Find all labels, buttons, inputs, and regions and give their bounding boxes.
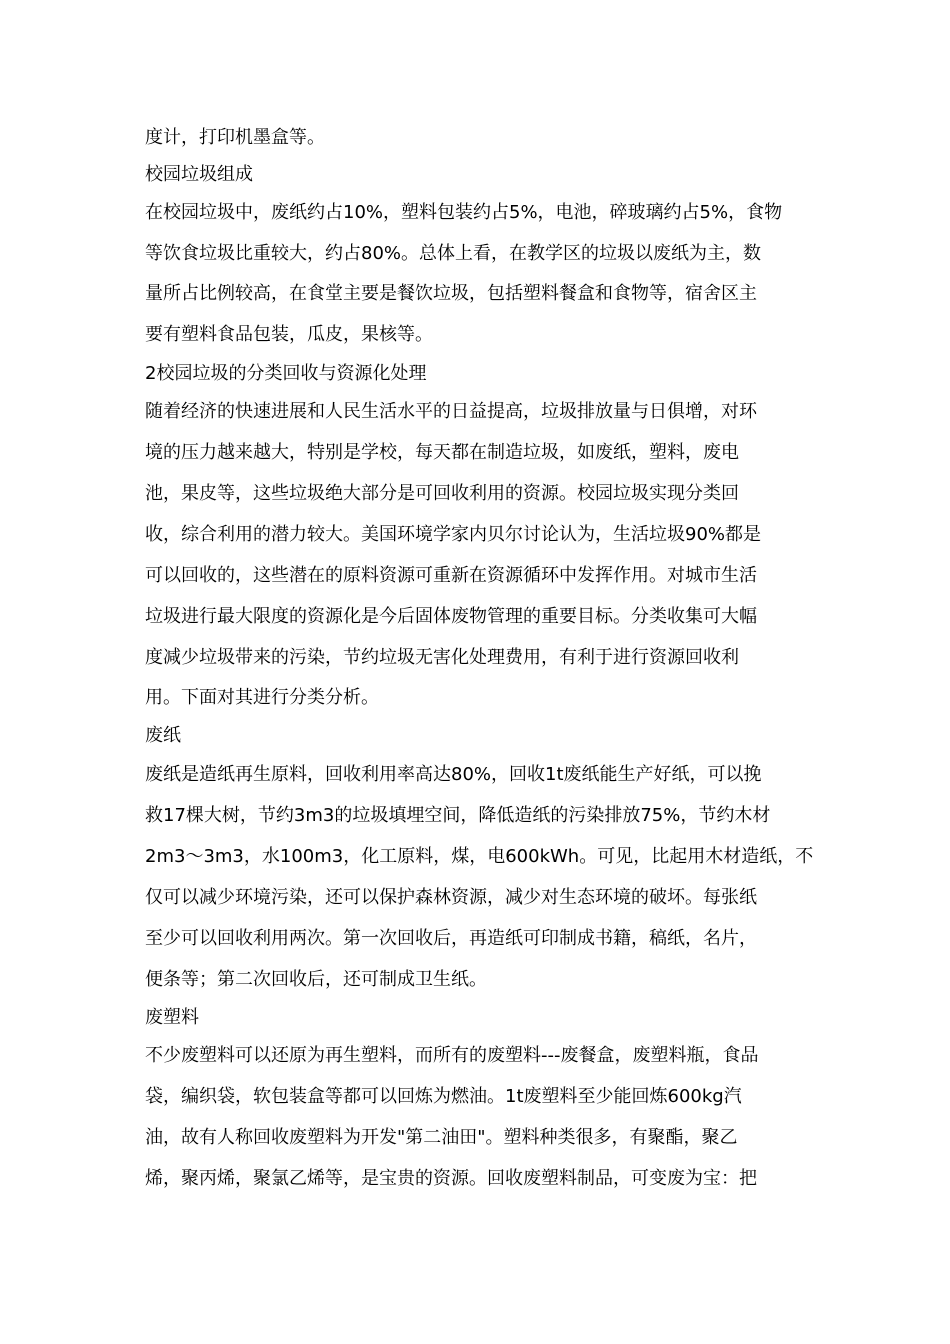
text-line: 境的压力越来越大，特别是学校，每天都在制造垃圾，如废纸，塑料，废电: [145, 442, 739, 463]
text-line: 不少废塑料可以还原为再生塑料，而所有的废塑料---废餐盒，废塑料瓶，食品: [145, 1045, 759, 1066]
section-heading-waste-plastic: 废塑料: [145, 1007, 199, 1028]
text-line: 救17棵大树，节约3m3的垃圾填埋空间，降低造纸的污染排放75%，节约木材: [145, 805, 771, 826]
section-heading-sorting-recycling: 2校园垃圾的分类回收与资源化处理: [145, 363, 427, 384]
text-line: 垃圾进行最大限度的资源化是今后固体废物管理的重要目标。分类收集可大幅: [145, 606, 757, 627]
text-line: 度减少垃圾带来的污染，节约垃圾无害化处理费用，有利于进行资源回收利: [145, 647, 739, 668]
text-line: 便条等；第二次回收后，还可制成卫生纸。: [145, 969, 487, 990]
text-line: 2m3～3m3，水100m3，化工原料，煤，电600kWh。可见，比起用木材造纸，不: [145, 846, 814, 867]
text-line: 随着经济的快速进展和人民生活水平的日益提高，垃圾排放量与日俱增，对环: [145, 401, 757, 422]
text-line: 袋，编织袋，软包装盒等都可以回炼为燃油。1t废塑料至少能回炼600kg汽: [145, 1086, 742, 1107]
text-line: 度计，打印机墨盒等。: [145, 127, 325, 148]
text-line: 收，综合利用的潜力较大。美国环境学家内贝尔讨论认为，生活垃圾90%都是: [145, 524, 762, 545]
text-line: 量所占比例较高，在食堂主要是餐饮垃圾，包括塑料餐盒和食物等，宿舍区主: [145, 283, 757, 304]
text-line: 仅可以减少环境污染，还可以保护森林资源，减少对生态环境的破坏。每张纸: [145, 887, 757, 908]
text-line: 至少可以回收利用两次。第一次回收后，再造纸可印制成书籍，稿纸，名片，: [145, 928, 757, 949]
text-line: 在校园垃圾中，废纸约占10%，塑料包装约占5%，电池，碎玻璃约占5%，食物: [145, 202, 783, 223]
text-line: 用。下面对其进行分类分析。: [145, 687, 379, 708]
text-line: 池，果皮等，这些垃圾绝大部分是可回收利用的资源。校园垃圾实现分类回: [145, 483, 739, 504]
section-heading-waste-paper: 废纸: [145, 725, 181, 746]
text-line: 废纸是造纸再生原料，回收利用率高达80%，回收1t废纸能生产好纸，可以挽: [145, 764, 762, 785]
text-line: 烯，聚丙烯，聚氯乙烯等，是宝贵的资源。回收废塑料制品，可变废为宝：把: [145, 1168, 757, 1189]
text-line: 要有塑料食品包装，瓜皮，果核等。: [145, 324, 433, 345]
section-heading-campus-waste-composition: 校园垃圾组成: [145, 164, 253, 185]
text-line: 等饮食垃圾比重较大，约占80%。总体上看，在教学区的垃圾以废纸为主，数: [145, 243, 762, 264]
text-line: 可以回收的，这些潜在的原料资源可重新在资源循环中发挥作用。对城市生活: [145, 565, 757, 586]
text-line: 油，故有人称回收废塑料为开发"第二油田"。塑料种类很多，有聚酯，聚乙: [145, 1127, 738, 1148]
